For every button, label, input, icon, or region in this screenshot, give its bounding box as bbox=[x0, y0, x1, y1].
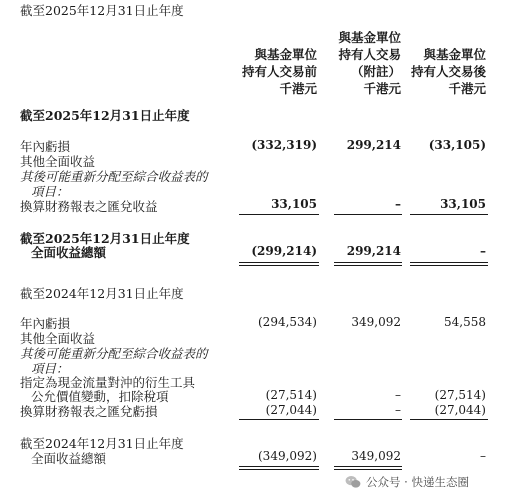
row-label-reclass-2025: 其後可能重新分配至綜合收益表的 bbox=[20, 169, 208, 184]
section-title-2025: 截至2025年12月31日止年度 bbox=[20, 108, 190, 123]
cell-total-2025-before: (299,214) bbox=[251, 244, 317, 258]
cell-hedge-2024-after: (27,514) bbox=[434, 388, 486, 402]
row-label-items-2025: 項目： bbox=[31, 184, 69, 199]
cell-fx-2025-after: 33,105 bbox=[440, 197, 486, 211]
cell-total-2025-transaction: 299,214 bbox=[346, 244, 401, 258]
double-rule-line bbox=[239, 262, 319, 263]
watermark bbox=[345, 474, 469, 490]
cell-total-2025-after: – bbox=[480, 244, 486, 258]
section-title-2025-total: 截至2025年12月31日止年度 bbox=[20, 231, 190, 246]
wechat-icon bbox=[345, 475, 361, 489]
row-label-items-2024: 項目： bbox=[31, 361, 69, 376]
rule-line bbox=[334, 214, 402, 215]
double-rule-line bbox=[334, 466, 402, 467]
cell-loss-2025-after: (33,105) bbox=[428, 138, 486, 152]
double-rule-line bbox=[410, 265, 488, 266]
header-line: 持有人交易 bbox=[338, 47, 401, 62]
double-rule-line bbox=[239, 469, 319, 470]
column-header-before bbox=[210, 46, 317, 97]
rule-line bbox=[239, 419, 319, 420]
row-label-hedge-2024: 指定為現金流量對沖的衍生工具 bbox=[20, 375, 196, 390]
row-label-loss-2025: 年內虧損 bbox=[20, 139, 71, 154]
rule-line bbox=[410, 419, 488, 420]
cell-total-2024-transaction: 349,092 bbox=[351, 449, 401, 463]
double-rule-line bbox=[239, 265, 319, 266]
cell-loss-2024-transaction: 349,092 bbox=[351, 315, 401, 329]
cell-fx-2024-after: (27,044) bbox=[434, 403, 486, 417]
cell-fx-2024-transaction: – bbox=[395, 403, 401, 417]
cell-loss-2024-after: 54,558 bbox=[444, 315, 486, 329]
cell-fx-2024-before: (27,044) bbox=[265, 403, 317, 417]
row-label-oci-2025: 其他全面收益 bbox=[20, 154, 96, 169]
row-label-total-2025: 全面收益總額 bbox=[31, 245, 107, 260]
cell-hedge-2024-transaction: – bbox=[395, 388, 401, 402]
cell-hedge-2024-before: (27,514) bbox=[265, 388, 317, 402]
rule-line bbox=[410, 214, 488, 215]
header-line: 持有人交易前 bbox=[241, 64, 317, 79]
watermark-text: 公众号 · 快递生态圈 bbox=[366, 475, 469, 489]
cell-loss-2025-transaction: 299,214 bbox=[346, 138, 401, 152]
section-title-2024: 截至2024年12月31日止年度 bbox=[20, 286, 184, 301]
row-label-fx-2025: 換算財務報表之匯兌收益 bbox=[20, 199, 158, 214]
header-line: 與基金單位 bbox=[338, 30, 401, 45]
row-label-loss-2024: 年內虧損 bbox=[20, 316, 71, 331]
row-label-total-2024: 全面收益總額 bbox=[31, 451, 107, 466]
rule-line bbox=[334, 419, 402, 420]
cell-fx-2025-transaction: – bbox=[395, 197, 401, 211]
column-header-transaction bbox=[315, 29, 401, 97]
header-line: （附註） bbox=[350, 64, 401, 79]
double-rule-line bbox=[239, 466, 319, 467]
header-line: 持有人交易後 bbox=[410, 64, 486, 79]
header-line: 千港元 bbox=[448, 81, 486, 96]
header-line: 與基金單位 bbox=[254, 47, 317, 62]
cell-total-2024-before: (349,092) bbox=[258, 449, 317, 463]
section-title-2024-total: 截至2024年12月31日止年度 bbox=[20, 436, 184, 451]
cell-loss-2024-before: (294,534) bbox=[258, 315, 317, 329]
double-rule-line bbox=[334, 262, 402, 263]
row-label-fx-2024: 換算財務報表之匯兌虧損 bbox=[20, 404, 158, 419]
cell-total-2024-after: – bbox=[480, 449, 486, 463]
column-header-after bbox=[400, 46, 486, 97]
double-rule-line bbox=[410, 262, 488, 263]
double-rule-line bbox=[334, 265, 402, 266]
header-line: 千港元 bbox=[279, 81, 317, 96]
header-line: 千港元 bbox=[363, 81, 401, 96]
double-rule-line bbox=[334, 469, 402, 470]
row-label-reclass-2024: 其後可能重新分配至綜合收益表的 bbox=[20, 346, 208, 361]
cell-loss-2025-before: (332,319) bbox=[251, 138, 317, 152]
header-line: 與基金單位 bbox=[423, 47, 486, 62]
cell-fx-2025-before: 33,105 bbox=[271, 197, 317, 211]
row-label-hedge-2024-line2: 公允價值變動，扣除稅項 bbox=[31, 389, 169, 404]
row-label-oci-2024: 其他全面收益 bbox=[20, 331, 96, 346]
rule-line bbox=[239, 214, 319, 215]
page-top-title: 截至2025年12月31日止年度 bbox=[20, 3, 184, 18]
